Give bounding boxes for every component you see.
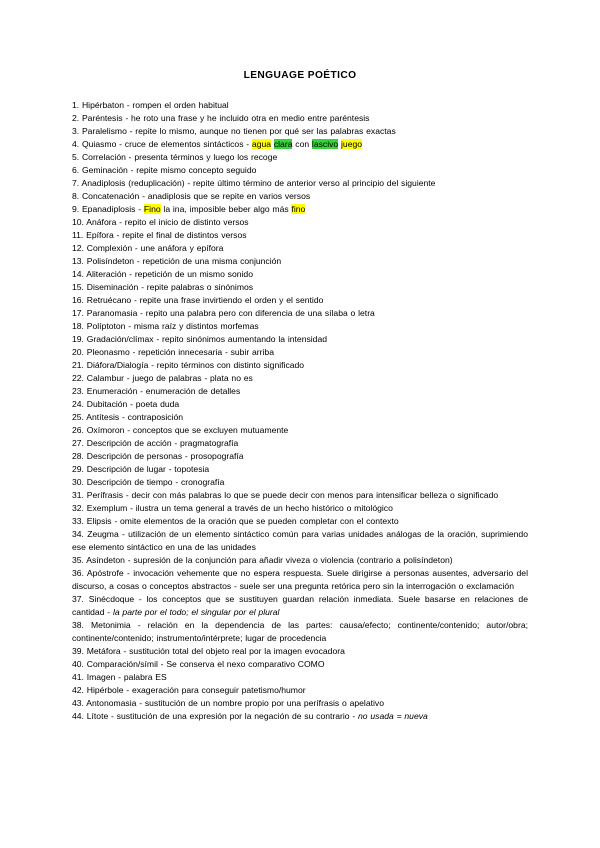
list-item (72, 138, 528, 151)
list-item (72, 125, 528, 138)
item-text: 44. Lítote - sustitución de una expresión por la negación de su contrario - (72, 711, 359, 721)
item-text: 17. Paranomasia - repito una palabra pero con diferencia de una sílaba o letra (72, 308, 375, 318)
page-title: LENGUAGE POÉTICO (243, 70, 357, 81)
item-text: 30. Descripción de tiempo - cronografía (72, 477, 225, 487)
list-item (72, 164, 528, 177)
item-text: 14. Aliteración - repetición de un mismo sonido (72, 269, 253, 279)
list-item (72, 697, 528, 710)
item-text: 1. Hipérbaton - rompen el orden habitual (72, 100, 229, 110)
item-text: 26. Oxímoron - conceptos que se excluyen mutuamente (72, 425, 289, 435)
list-item (72, 242, 528, 255)
item-text: 40. Comparación/símil - Se conserva el nexo comparativo COMO (72, 659, 325, 669)
item-text: 16. Retruécano - repite una frase invirtiendo el orden y el sentido (72, 295, 324, 305)
item-text: 34. Zeugma - utilización de un elemento sintáctico común para varias unidades análogas de la oración, suprimiendo ese elemento sintáctico en una de las unidades (72, 529, 528, 552)
list-item (72, 710, 528, 723)
list-item (72, 112, 528, 125)
item-text: 11. Epífora - repite el final de distintos versos (72, 230, 247, 240)
list-item (72, 476, 528, 489)
list-item (72, 281, 528, 294)
item-text: 2. Paréntesis - he roto una frase y he incluido otra en medio entre paréntesis (72, 113, 370, 123)
list-item (72, 268, 528, 281)
item-text: 12. Complexión - une anáfora y epífora (72, 243, 224, 253)
list-item (72, 671, 528, 684)
item-text: 38. Metonimia - relación en la dependencia de las partes: causa/efecto; continente/contenido; autor/obra; continente/contenido; instrumento/intérprete; lugar de procedencia (72, 620, 528, 643)
item-text: 29. Descripción de lugar - topotesia (72, 464, 210, 474)
list-item (72, 515, 528, 528)
list-item (72, 372, 528, 385)
item-text: 7. Anadiplosis (reduplicación) - repite último término de anterior verso al principio del siguiente (72, 178, 436, 188)
list-item (72, 177, 528, 190)
example-text: no usada = nueva (358, 711, 428, 721)
item-text: la ina, imposible beber algo más (160, 204, 292, 214)
document-page (72, 70, 528, 723)
list-item (72, 502, 528, 515)
item-text: 31. Perífrasis - decir con más palabras lo que se puede decir con menos para intensificar belleza o significado (72, 490, 499, 500)
item-text: 10. Anáfora - repito el inicio de distinto versos (72, 217, 249, 227)
item-text: 21. Diáfora/Dialogía - repito términos con distinto significado (72, 360, 305, 370)
list-item (72, 398, 528, 411)
list-item (72, 346, 528, 359)
list-item (72, 437, 528, 450)
item-text: 41. Imagen - palabra ES (72, 672, 167, 682)
item-text: 4. Quiasmo - cruce de elementos sintácticos - (72, 139, 252, 149)
item-text: 35. Asíndeton - supresión de la conjunción para añadir viveza o violencia (contrario a polisíndeton) (72, 555, 453, 565)
list-item (72, 593, 528, 619)
list-item (72, 463, 528, 476)
highlighted-text: Fino (143, 204, 161, 214)
item-text: 24. Dubitación - poeta duda (72, 399, 180, 409)
item-text: 33. Elipsis - omite elementos de la oración que se pueden completar con el contexto (72, 516, 399, 526)
list-item (72, 294, 528, 307)
highlighted-text: clara (273, 139, 293, 149)
item-text: 8. Concatenación - anadiplosis que se repite en varios versos (72, 191, 311, 201)
list-item (72, 385, 528, 398)
item-text: 18. Políptoton - misma raíz y distintos morfemas (72, 321, 259, 331)
list-item (72, 554, 528, 567)
list-item (72, 567, 528, 593)
list-item (72, 489, 528, 502)
list-item (72, 359, 528, 372)
item-text: 32. Exemplum - ilustra un tema general a través de un hecho histórico o mitológico (72, 503, 393, 513)
list-item (72, 320, 528, 333)
list-item (72, 216, 528, 229)
item-text: 6. Geminación - repite mismo concepto seguido (72, 165, 257, 175)
list-item (72, 450, 528, 463)
item-text: 3. Paralelismo - repite lo mismo, aunque no tienen por qué ser las palabras exactas (72, 126, 396, 136)
list-item (72, 99, 528, 112)
list-item (72, 424, 528, 437)
list-item (72, 658, 528, 671)
item-text: 42. Hipérbole - exageración para conseguir patetismo/humor (72, 685, 306, 695)
item-text: 15. Diseminación - repite palabras o sinónimos (72, 282, 254, 292)
item-text: 28. Descripción de personas - prosopografía (72, 451, 244, 461)
item-text: 39. Metáfora - sustitución total del objeto real por la imagen evocadora (72, 646, 345, 656)
highlighted-text: juego (341, 139, 363, 149)
list-item (72, 307, 528, 320)
highlighted-text: agua (251, 139, 272, 149)
figures-list (72, 99, 528, 723)
list-item (72, 255, 528, 268)
list-item (72, 684, 528, 697)
item-text: con (292, 139, 312, 149)
list-item (72, 190, 528, 203)
item-text: 36. Apóstrofe - invocación vehemente que no espera respuesta. Suele dirigirse a personas ausentes, adversario del discurso, a cosas o conceptos abstractos - suele ser una pregunta retórica pero sin la interrogación o exclamación (72, 568, 528, 591)
list-item (72, 203, 528, 216)
highlighted-text: fino (291, 204, 306, 214)
list-item (72, 528, 528, 554)
list-item (72, 411, 528, 424)
item-text: 20. Pleonasmo - repetición innecesaria - subir arriba (72, 347, 274, 357)
item-text: 43. Antonomasia - sustitución de un nombre propio por una perífrasis o apelativo (72, 698, 384, 708)
item-text: 27. Descripción de acción - pragmatografía (72, 438, 239, 448)
list-item (72, 333, 528, 346)
item-text: 9. Epanadiplosis - (72, 204, 144, 214)
item-text: 37. Sinécdoque - los conceptos que se sustituyen guardan relación inmediata. Suele basarse en relaciones de cantidad - (72, 594, 528, 617)
item-text: 22. Calambur - juego de palabras - plata no es (72, 373, 253, 383)
list-item (72, 229, 528, 242)
highlighted-text: lascivo (311, 139, 339, 149)
item-text: 23. Enumeración - enumeración de detalles (72, 386, 241, 396)
item-text: 5. Correlación - presenta términos y luego los recoge (72, 152, 278, 162)
item-text: 19. Gradación/clímax - repito sinónimos aumentando la intensidad (72, 334, 328, 344)
list-item (72, 619, 528, 645)
item-text: 13. Polisíndeton - repetición de una misma conjunción (72, 256, 282, 266)
list-item (72, 645, 528, 658)
list-item (72, 151, 528, 164)
item-text: 25. Antítesis - contraposición (72, 412, 184, 422)
example-text: la parte por el todo; el singular por el plural (112, 607, 280, 617)
